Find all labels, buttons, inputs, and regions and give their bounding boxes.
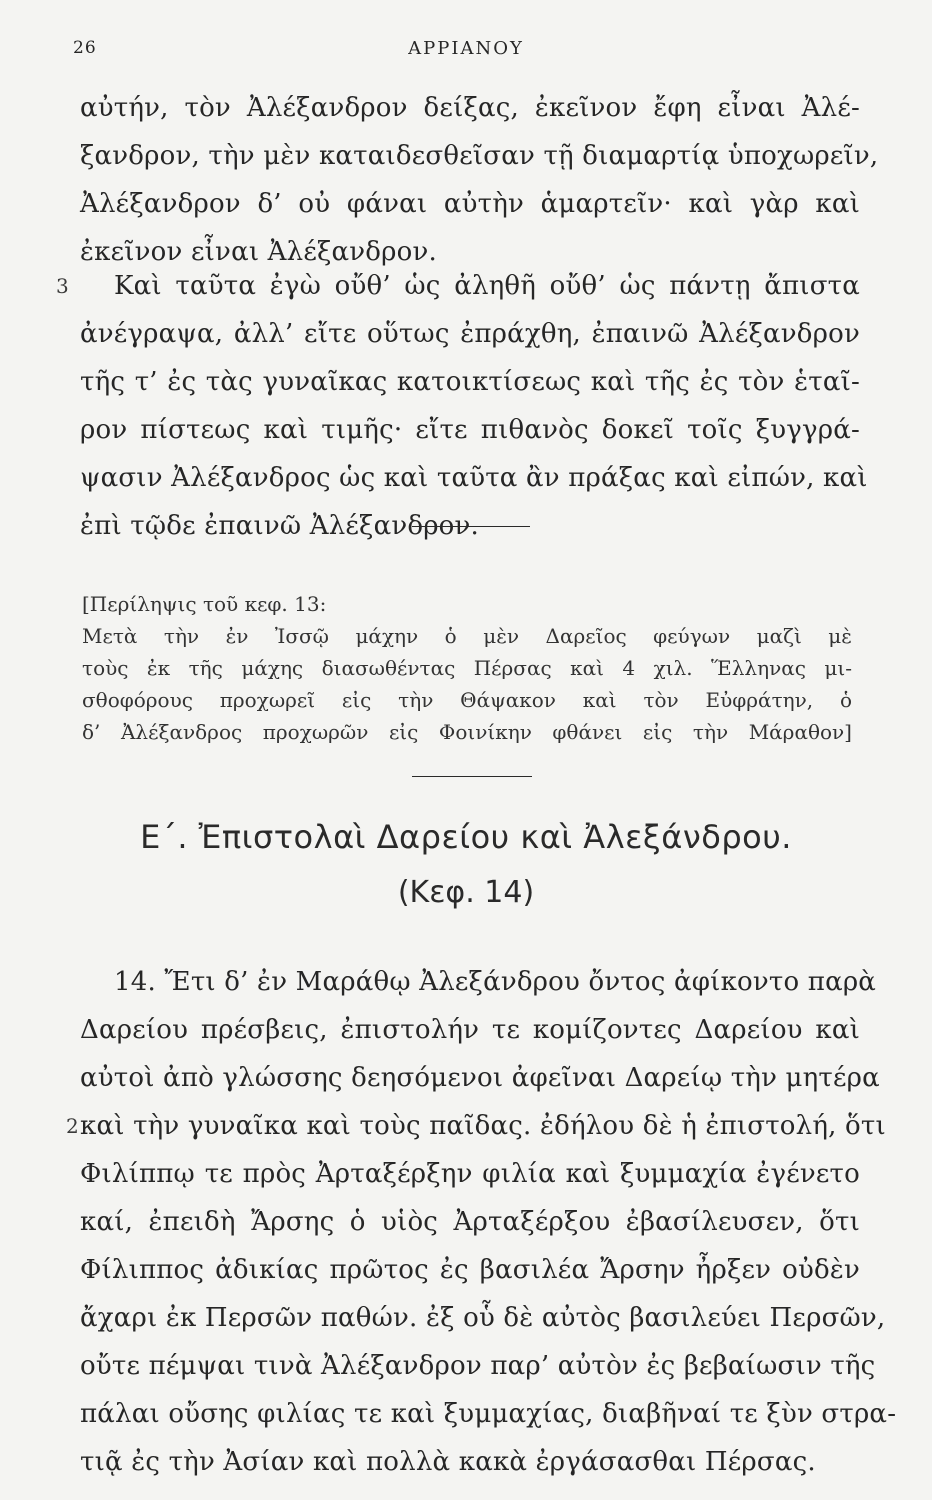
- text-line: Καὶ ταῦτα ἐγὼ οὔθ’ ὡς ἀληθῆ οὔθ’ ὡς πάντῃ ἄπιστα: [114, 271, 860, 301]
- text-line: ἐπὶ τῷδε ἐπαινῶ Ἀλέξανδρον.: [80, 511, 480, 541]
- summary-line: Μετὰ τὴν ἐν Ἰσσῷ μάχην ὁ μὲν Δαρεῖος φεύγων μαζὶ μὲ: [82, 624, 852, 648]
- text-line: ἐκεῖνον εἶναι Ἀλέξανδρον.: [80, 237, 437, 267]
- separator-rule: [412, 776, 532, 777]
- text-line: ρον πίστεως καὶ τιμῆς· εἴτε πιθανὸς δοκεῖ τοῖς ξυγγρά-: [80, 415, 860, 445]
- text-line: Φίλιππος ἀδικίας πρῶτος ἐς βασιλέα Ἄρσην ἦρξεν οὐδὲν: [80, 1255, 860, 1285]
- text-line: τῆς τ’ ἐς τὰς γυναῖκας κατοικτίσεως καὶ τῆς ἐς τὸν ἑταῖ-: [80, 367, 860, 397]
- page-number: 26: [73, 38, 97, 58]
- summary-line: [Περίληψις τοῦ κεφ. 13:: [82, 592, 327, 616]
- text-line: καί, ἐπειδὴ Ἄρσης ὁ υἱὸς Ἀρταξέρξου ἐβασίλευσεν, ὅτι: [80, 1207, 860, 1237]
- text-line: ἀνέγραψα, ἀλλ’ εἴτε οὕτως ἐπράχθη, ἐπαινῶ Ἀλέξανδρον: [80, 319, 860, 349]
- text-line: 14. Ἔτι δ’ ἐν Μαράθῳ Ἀλεξάνδρου ὄντος ἀφίκοντο παρὰ: [114, 967, 877, 997]
- text-line: Ἀλέξανδρον δ’ οὐ φάναι αὐτὴν ἁμαρτεῖν· καὶ γὰρ καὶ: [80, 189, 860, 219]
- paragraph-1: [80, 84, 879, 276]
- text-line: αὐτοὶ ἀπὸ γλώσσης δεησόμενοι ἀφεῖναι Δαρείῳ τὴν μητέρα: [80, 1063, 880, 1093]
- text-line: καὶ τὴν γυναῖκα καὶ τοὺς παῖδας. ἐδήλου δὲ ἡ ἐπιστολή, ὅτι: [80, 1111, 886, 1141]
- chapter-14-text: [66, 958, 897, 1486]
- summary-line: δ’ Ἀλέξανδρος προχωρῶν εἰς Φοινίκην φθάνει εἰς τὴν Μάραθον]: [82, 720, 852, 744]
- separator-rule: [412, 526, 530, 527]
- section-heading: Ε΄. Ἐπιστολαὶ Δαρείου καὶ Ἀλεξάνδρου.: [140, 818, 792, 856]
- text-line: τιᾷ ἐς τὴν Ἀσίαν καὶ πολλὰ κακὰ ἐργάσασθαι Πέρσας.: [80, 1447, 816, 1477]
- section-subheading: (Κεφ. 14): [397, 875, 535, 910]
- paragraph-2: [56, 262, 868, 550]
- chapter-summary: [82, 588, 852, 748]
- page-header: [0, 38, 932, 68]
- text-line: Φιλίππῳ τε πρὸς Ἀρταξέρξην φιλία καὶ ξυμμαχία ἐγένετο: [80, 1159, 860, 1189]
- text-line: Δαρείου πρέσβεις, ἐπιστολήν τε κομίζοντες Δαρείου καὶ: [80, 1015, 860, 1045]
- margin-section-number: 3: [56, 274, 69, 298]
- summary-line: τοὺς ἐκ τῆς μάχης διασωθέντας Πέρσας καὶ 4 χιλ. Ἕλληνας μι-: [82, 656, 852, 680]
- text-line: αὐτήν, τὸν Ἀλέξανδρον δείξας, ἐκεῖνον ἔφη εἶναι Ἀλέ-: [80, 93, 860, 123]
- text-line: οὔτε πέμψαι τινὰ Ἀλέξανδρον παρ’ αὐτὸν ἐς βεβαίωσιν τῆς: [80, 1351, 876, 1381]
- running-title: ΑΡΡΙΑΝΟΥ: [408, 38, 524, 59]
- text-line: ψασιν Ἀλέξανδρος ὡς καὶ ταῦτα ἂν πράξας καὶ εἰπών, καὶ: [80, 463, 868, 493]
- text-line: ξανδρον, τὴν μὲν καταιδεσθεῖσαν τῇ διαμαρτίᾳ ὑποχωρεῖν,: [80, 141, 879, 171]
- summary-line: σθοφόρους προχωρεῖ εἰς τὴν Θάψακον καὶ τὸν Εὐφράτην, ὁ: [82, 688, 852, 712]
- text-line: ἄχαρι ἐκ Περσῶν παθών. ἐξ οὗ δὲ αὐτὸς βασιλεύει Περσῶν,: [80, 1303, 886, 1333]
- text-line: πάλαι οὔσης φιλίας τε καὶ ξυμμαχίας, διαβῆναί τε ξὺν στρα-: [80, 1399, 897, 1429]
- margin-section-number: 2: [66, 1114, 79, 1138]
